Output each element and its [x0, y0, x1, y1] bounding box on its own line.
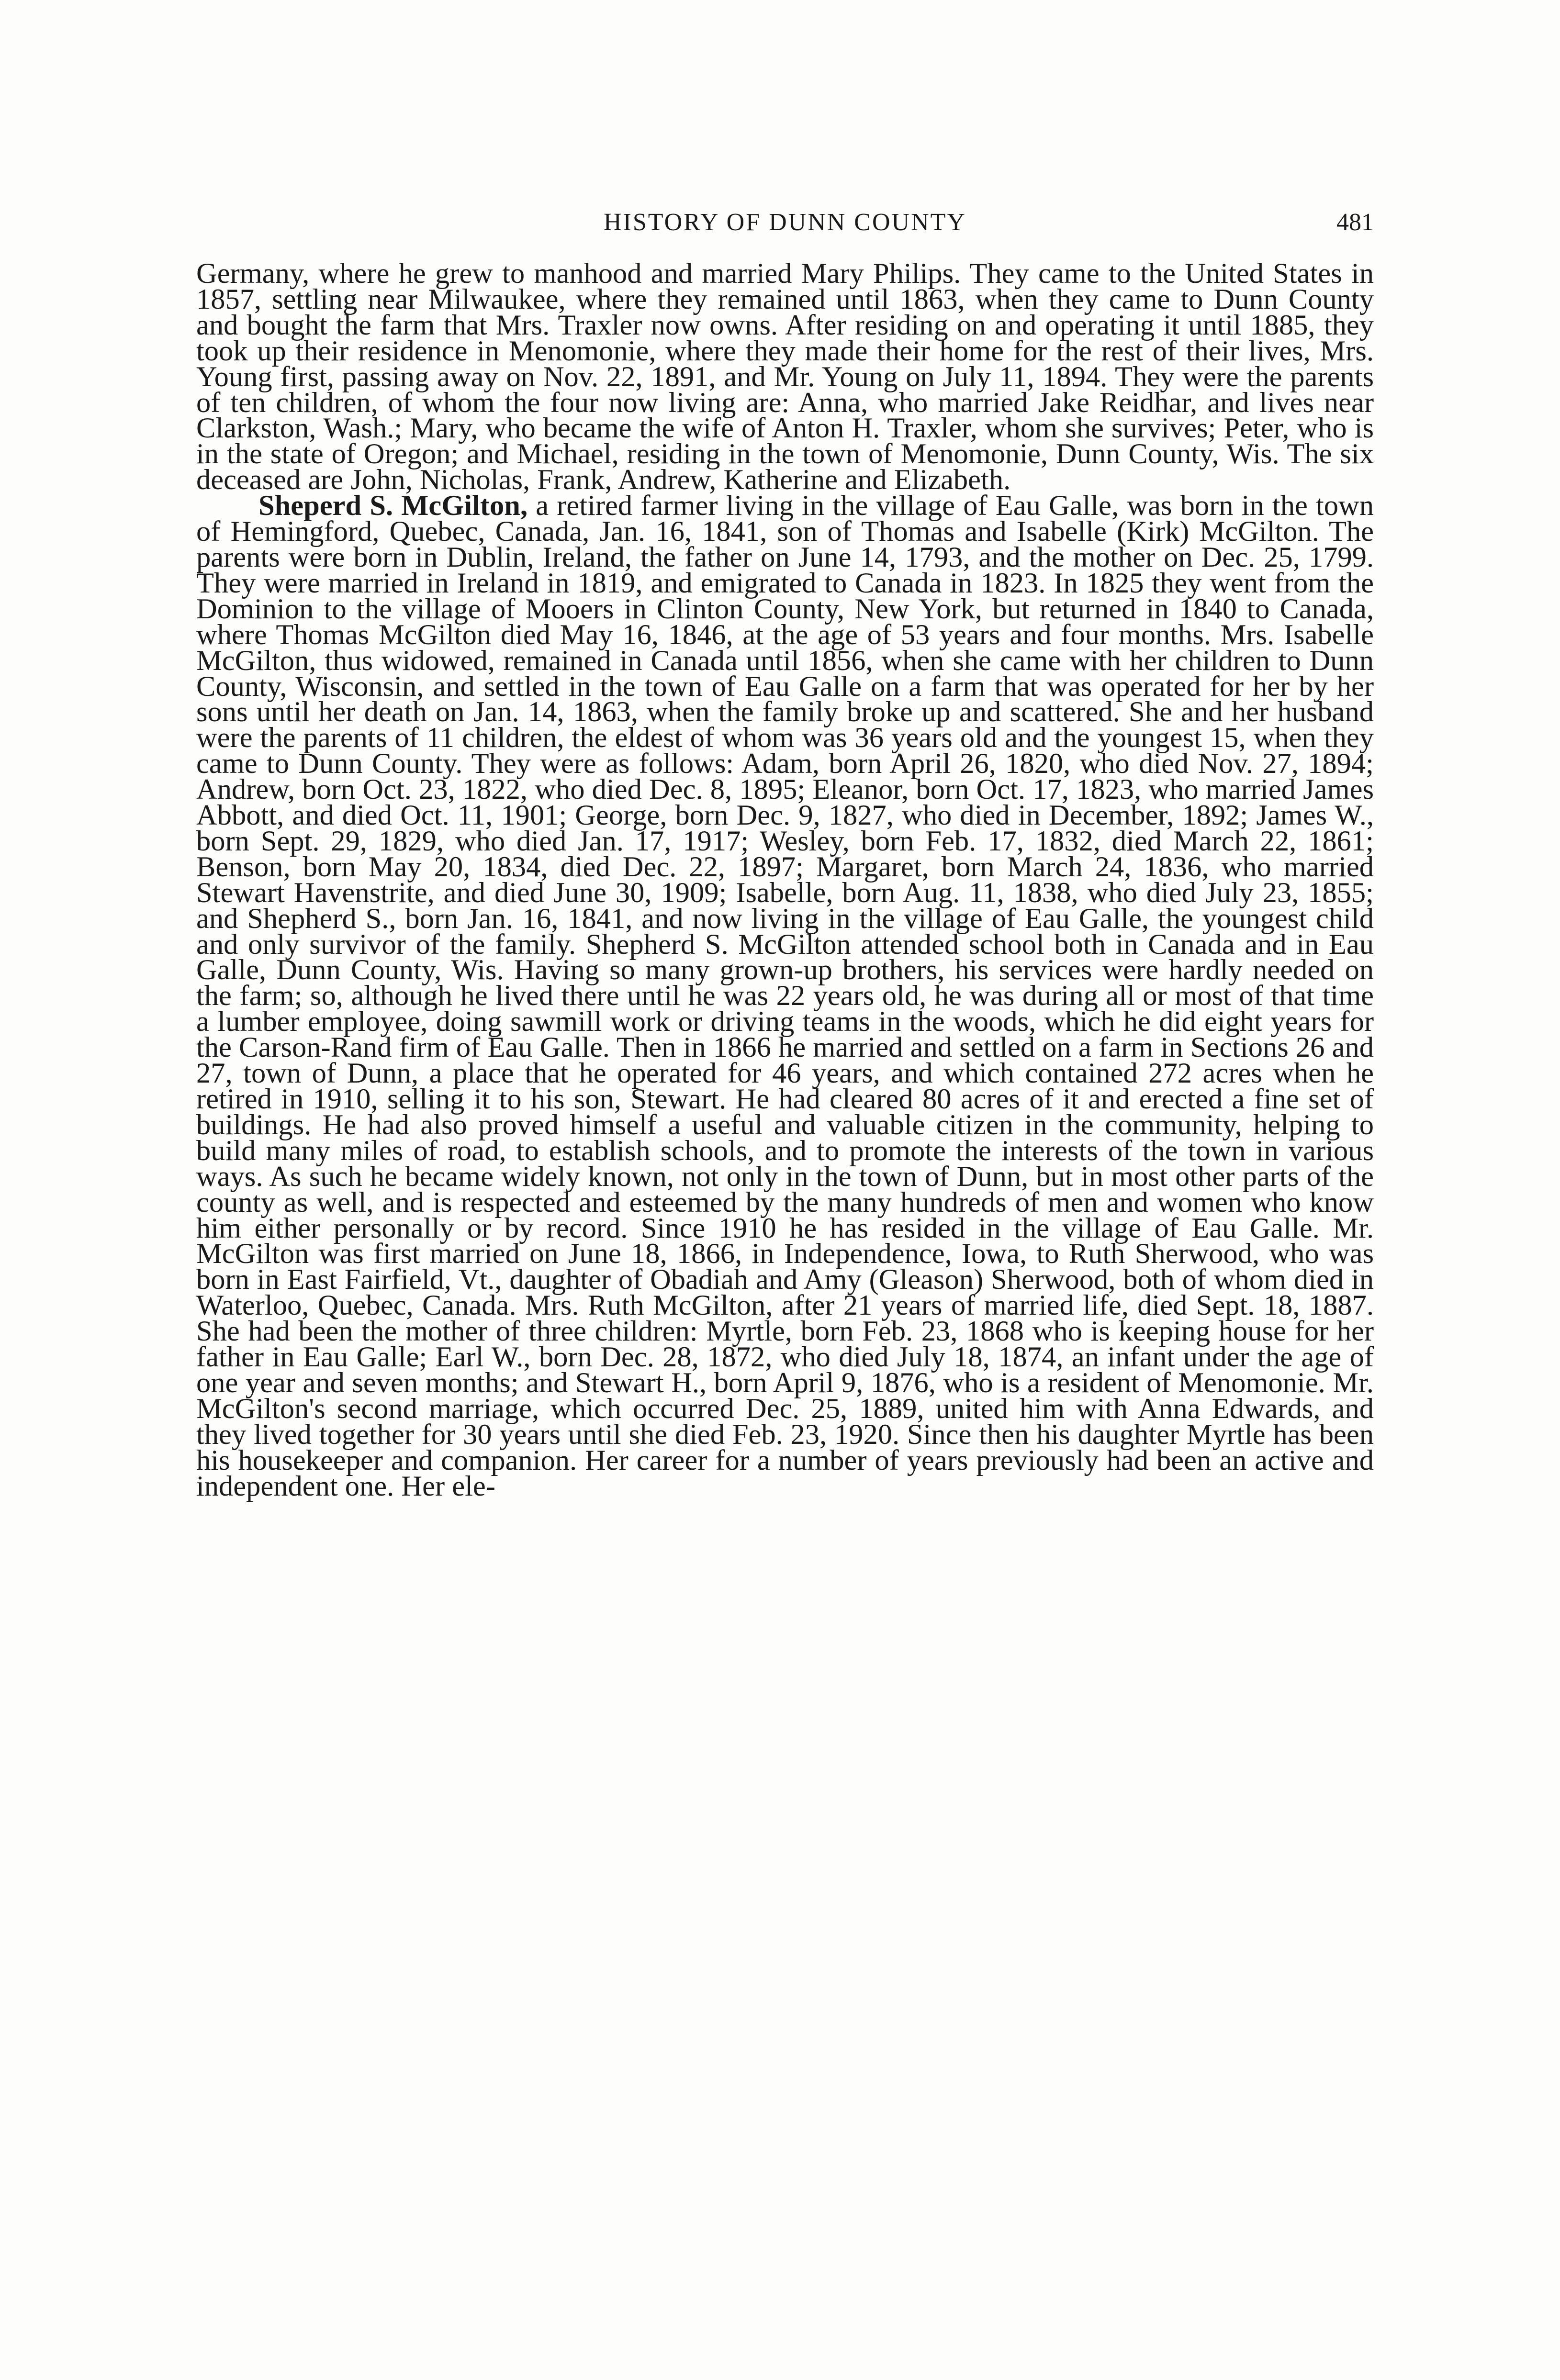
body-text	[196, 257, 1374, 1502]
running-title: HISTORY OF DUNN COUNTY	[604, 209, 966, 236]
running-head	[196, 201, 1374, 244]
biography-text: a retired farmer living in the village of Eau Galle, was born in the town of Hemingford, Quebec, Canada, Jan. 16, 1841, son of Thomas and Isabelle (Kirk) McGilton. The parents were born in Dublin, Ireland, the father on June 14, 1793, and the mother on Dec. 25, 1799. They were married in Ireland in 1819, and emigrated to Canada in 1823. In 1825 they went from the Dominion to the village of Mooers in Clinton County, New York, but returned in 1840 to Canada, where Thomas McGilton died May 16, 1846, at the age of 53 years and four months. Mrs. Isabelle McGilton, thus widowed, remained in Canada until 1856, when she came with her children to Dunn County, Wisconsin, and settled in the town of Eau Galle on a farm that was operated for her by her sons until her death on Jan. 14, 1863, when the family broke up and scattered. She and her husband were the parents of 11 children, the eldest of whom was 36 years old and the youngest 15, when they came to Dunn County. They were as follows: Adam, born April 26, 1820, who died Nov. 27, 1894; Andrew, born Oct. 23, 1822, who died Dec. 8, 1895; Eleanor, born Oct. 17, 1823, who married James Abbott, and died Oct. 11, 1901; George, born Dec. 9, 1827, who died in December, 1892; James W., born Sept. 29, 1829, who died Jan. 17, 1917; Wesley, born Feb. 17, 1832, died March 22, 1861; Benson, born May 20, 1834, died Dec. 22, 1897; Margaret, born March 24, 1836, who married Stewart Havenstrite, and died June 30, 1909; Isabelle, born Aug. 11, 1838, who died July 23, 1855; and Shepherd S., born Jan. 16, 1841, and now living in the village of Eau Galle, the youngest child and only survivor of the family. Shepherd S. McGilton attended school both in Canada and in Eau Galle, Dunn County, Wis. Having so many grown-up brothers, his services were hardly needed on the farm; so, although he lived there until he was 22 years old, he was during all or most of that time a lumber employee, doing sawmill work or driving teams in the woods, which he did eight years for the Carson-Rand firm of Eau Galle. Then in 1866 he married and settled on a farm in Sections 26 and 27, town of Dunn, a place that he operated for 46 years, and which contained 272 acres when he retired in 1910, selling it to his son, Stewart. He had cleared 80 acres of it and erected a fine set of buildings. He had also proved himself a useful and valuable citizen in the community, helping to build many miles of road, to establish schools, and to promote the interests of the town in various ways. As such he became widely known, not only in the town of Dunn, but in most other parts of the county as well, and is respected and esteemed by the many hundreds of men and women who know him either personally or by record. Since 1910 he has resided in the village of Eau Galle. Mr. McGilton was first married on June 18, 1866, in Independence, Iowa, to Ruth Sherwood, who was born in East Fairfield, Vt., daughter of Obadiah and Amy (Gleason) Sherwood, both of whom died in Waterloo, Quebec, Canada. Mrs. Ruth McGilton, after 21 years of married life, died Sept. 18, 1887. She had been the mother of three children: Myrtle, born Feb. 23, 1868 who is keeping house for her father in Eau Galle; Earl W., born Dec. 28, 1872, who died July 18, 1874, an infant under the age of one year and seven months; and Stewart H., born April 9, 1876, who is a resident of Menomonie. Mr. McGilton's second marriage, which occurred Dec. 25, 1889, united him with Anna Edwards, and they lived together for 30 years until she died Feb. 23, 1920. Since then his daughter Myrtle has been his housekeeper and companion. Her career for a number of years previously had been an active and independent one. Her ele-	[196, 490, 1374, 1502]
paragraph-mcgilton-biography	[196, 490, 1374, 1502]
page-number: 481	[1336, 209, 1374, 236]
paragraph-young-family: Germany, where he grew to manhood and married Mary Philips. They came to the United States in 1857, settling near Milwaukee, where they remained until 1863, when they came to Dunn County and bought the farm that Mrs. Traxler now owns. After residing on and operating it until 1885, they took up their residence in Menomonie, where they made their home for the rest of their lives, Mrs. Young first, passing away on Nov. 22, 1891, and Mr. Young on July 11, 1894. They were the parents of ten children, of whom the four now living are: Anna, who married Jake Reidhar, and lives near Clarkston, Wash.; Mary, who became the wife of Anton H. Traxler, whom she survives; Peter, who is in the state of Oregon; and Michael, residing in the town of Menomonie, Dunn County, Wis. The six deceased are John, Nicholas, Frank, Andrew, Katherine and Elizabeth.	[196, 257, 1374, 496]
biography-subject-name: Sheperd S. McGilton,	[258, 490, 528, 522]
